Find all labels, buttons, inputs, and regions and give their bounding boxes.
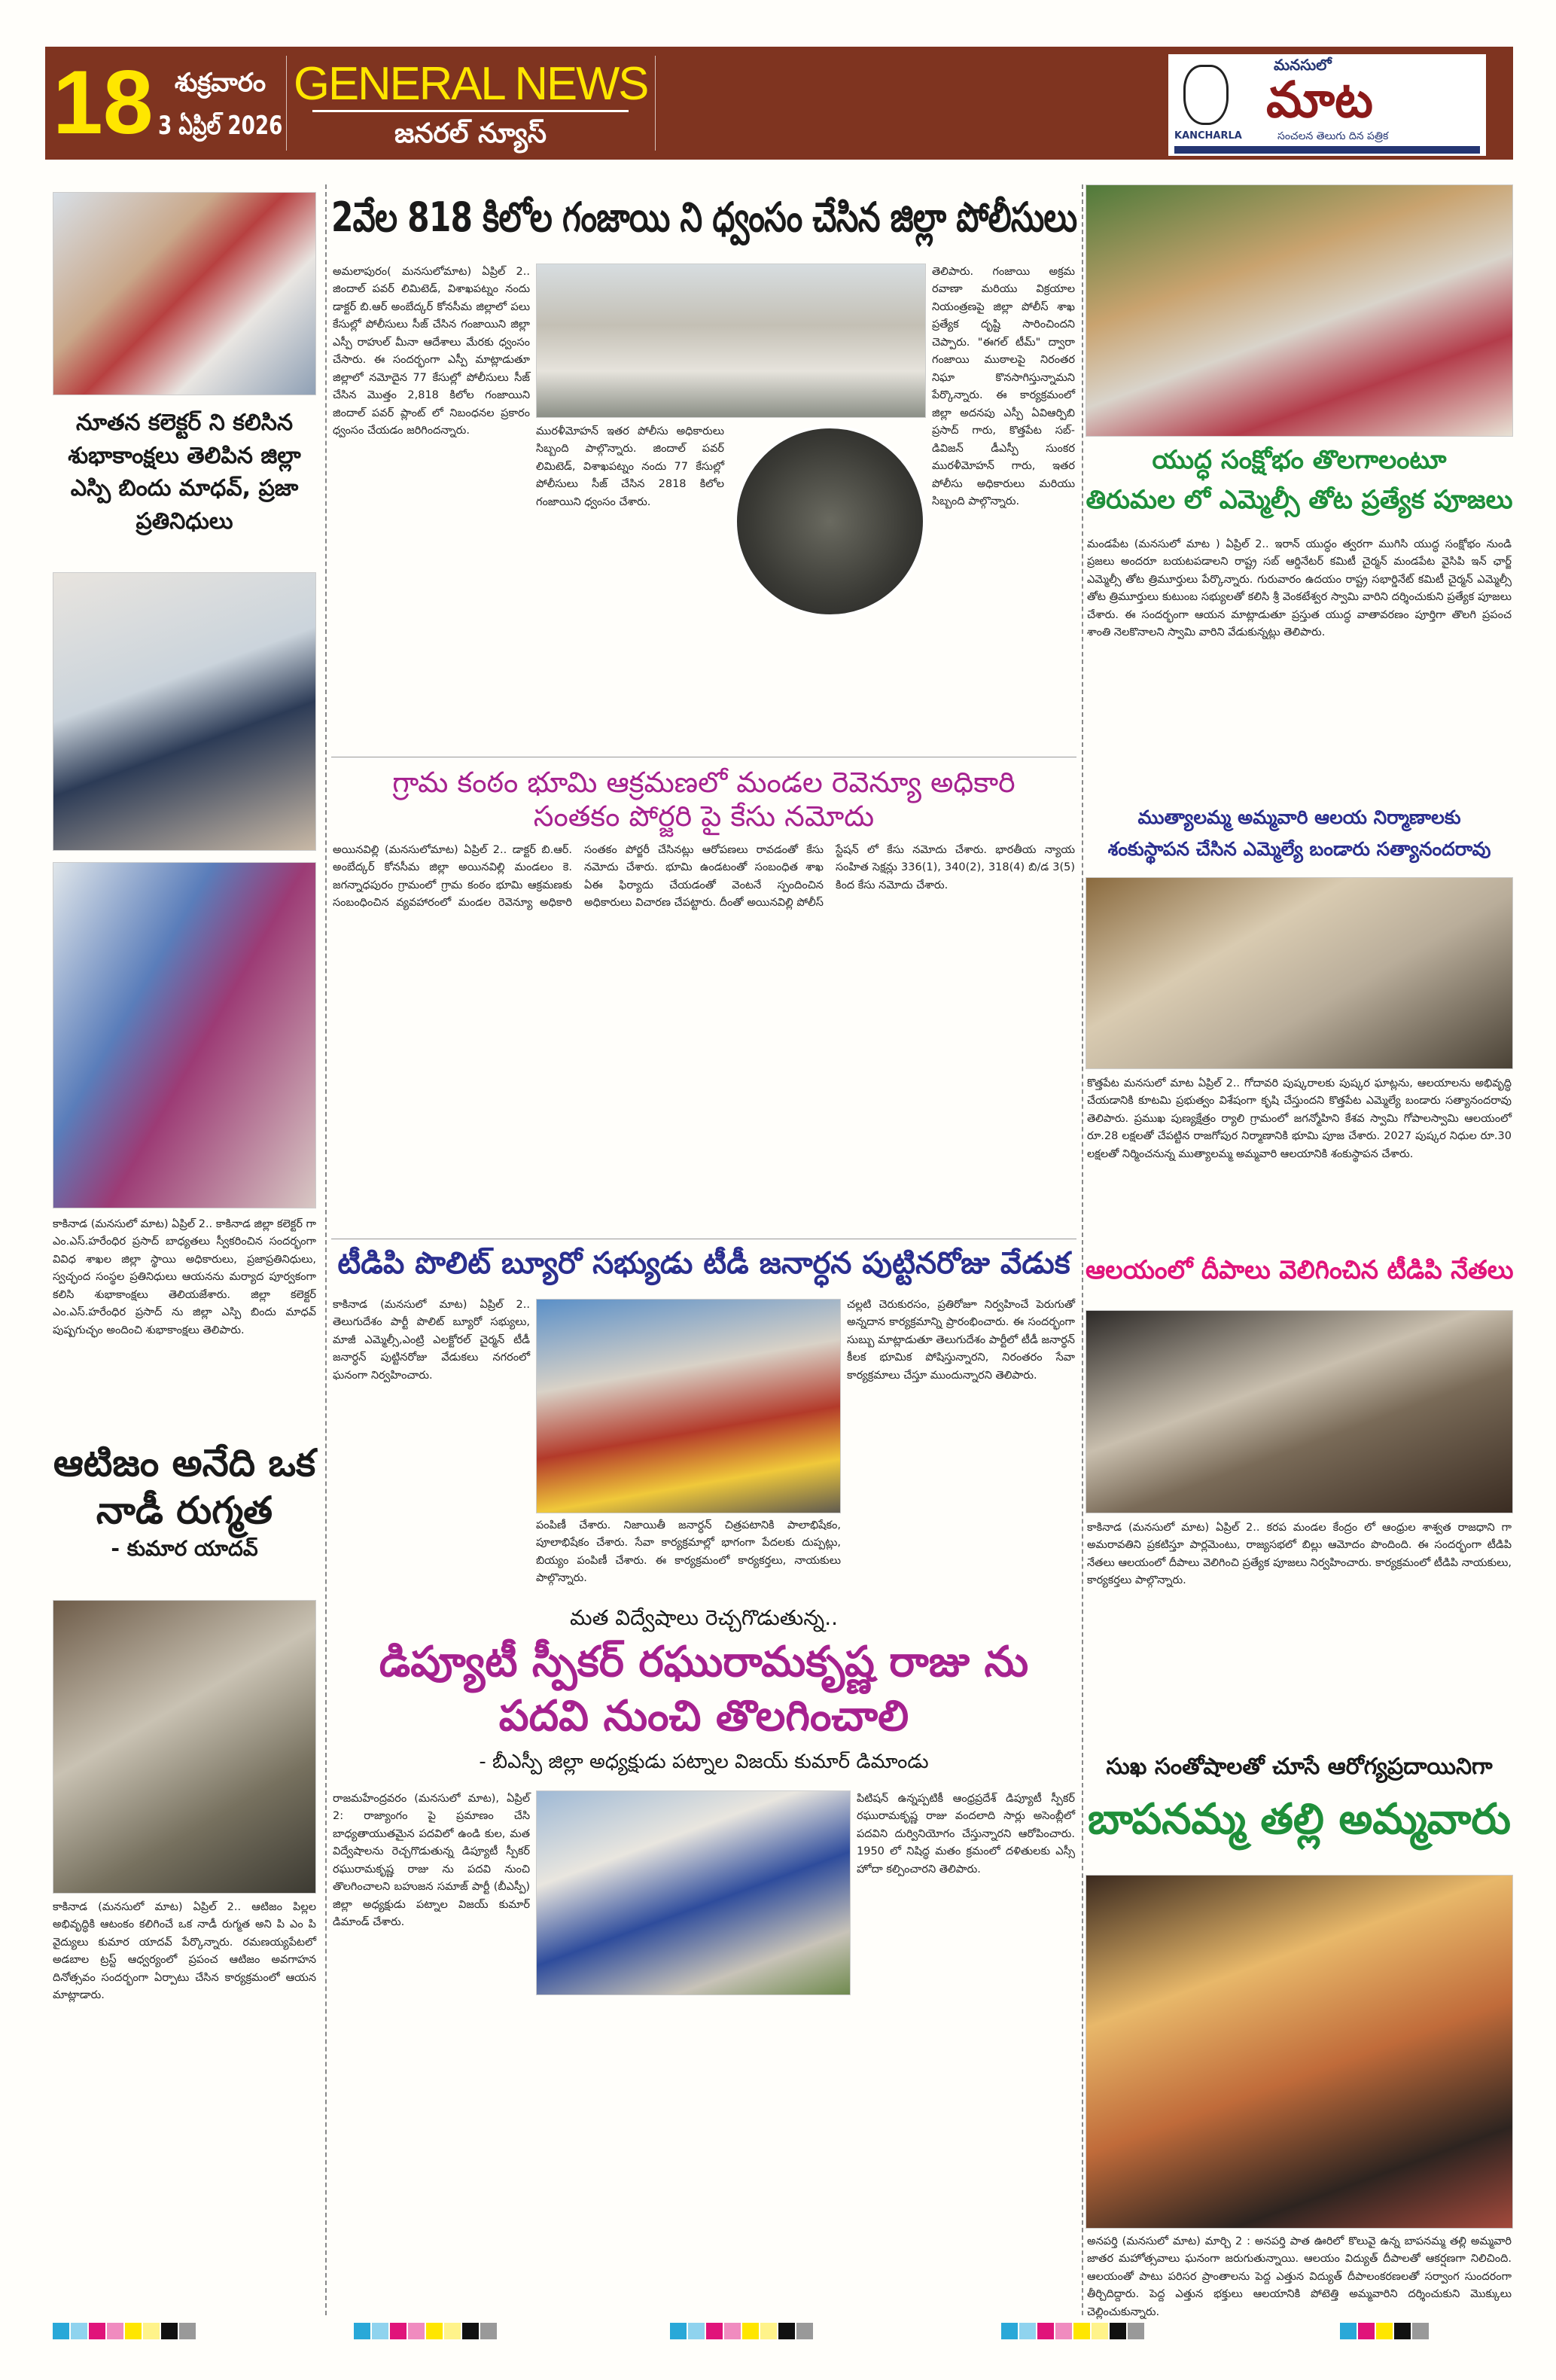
headline-tdp-birthday: టీడిపి పొలిట్ బ్యూరో సభ్యుడు టీడీ జనార్ధన పుట్టినరోజు వేడుక [337,1246,1070,1281]
weekday: శుక్రవారం [174,68,266,98]
logo-title: మాట [1266,71,1373,129]
portrait-icon [1183,65,1229,125]
headline-bapanamma: బాపనమ్మ తల్లి అమ్మవారు [1088,1795,1511,1844]
headline-collector: నూతన కలెక్టర్ ని కలిసిన శుభాకాంక్షలు తెలిపిన జిల్లా ఎస్పి బిందు మాధవ్, ప్రజా ప్రతినిధులు [68,410,301,535]
column-divider [325,184,327,2315]
photo-foundation-stone [1086,877,1513,1069]
headline-deputy-l2: పదవి నుంచి తొలగించాలి [498,1692,909,1741]
column-divider [1082,184,1083,2315]
article-body-ganja: అమలాపురం( మనసులోమాట) ఏప్రిల్ 2.. జిందాల్ పవర్ లిమిటెడ్, విశాఖపట్నం నందు డాక్టర్ బి.ఆర్ అంబేద్కర్ కోనసీమ జిల్లాలో పలు కేసుల్లో పోలీసులు సీజ్ చేసిన గంజాయిని జిల్లా ఎస్పీ రాహుల్ మీనా ఆదేశాలు మేరకు ధ్వంసం చేసారు. ఈ సందర్భంగా ఎస్పీ మాట్లాడుతూ జిల్లాలో నమోదైన 77 కేసుల్లో పోలీసులు సీజ్ చేసిన మొత్తం 2,818 కిలోల గంజాయిని జిందాల్ పవర్ ప్లాంట్ లో నిబంధనల ప్రకారం ధ్వంసం చేయడం జరిగిందన్నారు. [333,266,530,437]
photo-tirumala-group [1086,184,1513,437]
subhead-deputy: - బీఎస్పీ జిల్లా అధ్యక్షుడు పట్నాల విజయ్ కుమార్ డిమాండు [479,1751,929,1773]
article-body-temple: కొత్తపేట మనసులో మాట ఏప్రిల్ 2.. గోదావరి పుష్కరాలకు పుష్కర ఘాట్లను, ఆలయాలను అభివృద్ధి చేయడానికి కూటమి ప్రభుత్వం విశేషంగా కృషి చేస్తుందని కొత్తపేట ఎమ్మెల్యే బండారు సత్యానందరావు తెలిపారు. ప్రముఖ పుణ్యక్షేత్రం ర్యాలి గ్రామంలో జగన్మోహిని కేశవ స్వామి గోపాలస్వామి ఆలయంలో రూ.28 లక్షలతో చేపట్టిన రాజగోపుర నిర్మాణానికి భూమి పూజ చేశారు. 2027 పుష్కర నిధుల రూ.30 లక్షలతో నిర్మించనున్న ముత్యాలమ్మ అమ్మవారి ఆలయానికి శంకుస్థాపన చేశారు. [1087,1077,1512,1160]
photo-ganja-destruction [734,425,926,617]
photo-collector-greeting [53,192,316,395]
print-color-bar [1340,2323,1430,2342]
article-body-tirumala: మండపేట (మనసులో మాట ) ఏప్రిల్ 2.. ఇరాన్ యుద్ధం త్వరగా ముగిసి యుద్ధ సంక్షోభం నుండి ప్రజలు అందరూ బయటపడాలని రాష్ట్ర సబ్ ఆర్డినేటర్ కమిటీ చైర్మన్ మండపేట వైసిపి ఇన్ ఛార్జ్ ఎమ్మెల్సీ తోట త్రిమూర్తులు పేర్కొన్నారు. గురువారం ఉదయం రాష్ట్ర సభార్డినేట్ కమిటీ చైర్మన్ ఎమ్మెల్సీ తోట త్రిమూర్తులు కుటుంబ సభ్యులతో కలిసి శ్రీ వెంకటేశ్వర స్వామి వారిని దర్శించుకుని ప్రత్యేక పూజలు చేశారు. ఈ సందర్భంగా ఆయన మాట్లాడుతూ ప్రస్తుత యుద్ధ వాతావరణం పూర్తిగా తొలగి ప్రపంచ శాంతి నెలకొనాలని స్వామి వారిని వేడుకున్నట్లు తెలిపారు. [1087,538,1512,639]
byline-autism: - కుమార యాదవ్ [111,1536,258,1561]
divider [655,56,656,151]
masthead [45,47,1513,160]
headline-ganja: 2వేల 818 కిలోల గంజాయి ని ధ్వంసం చేసిన జిల్లా పోలీసులు [331,194,1077,241]
photo-sp-meeting [53,572,316,851]
page-number: 18 [53,52,154,153]
article-body-lamps: కాకినాడ (మనసులో మాట) ఏప్రిల్ 2.. కరప మండల కేంద్రం లో ఆంధ్రుల శాశ్వత రాజధాని గా అమరావతిని ప్రకటిస్తూ పార్లమెంటు, రాజ్యసభలో బిల్లు ఆమోదం పొందింది. ఈ సందర్భంగా టీడిపి నేతలు ఆలయంలో దీపాలు వెలిగించి ప్రత్యేక పూజలు నిర్వహించారు. కార్యక్రమంలో టీడిపి నాయకులు, కార్యకర్తలు పాల్గొన్నారు. [1087,1522,1512,1587]
article-body-deputy: రాజమహేంద్రవరం (మనసులో మాట), ఏప్రిల్ 2: రాజ్యాంగం పై ప్రమాణం చేసి బాధ్యతాయుతమైన పదవిలో ఉండి కుల, మత విద్వేషాలను రెచ్చగొడుతున్న డిప్యూటీ స్పీకర్ రఘురామకృష్ణ రాజు ను పదవి నుంచి తొలగించాలని బహుజన సమాజ్ పార్టీ (బీఎస్పీ) జిల్లా అధ్యక్షుడు పట్నాల విజయ్ కుమార్ డిమాండ్ చేశారు. [333,1793,530,1929]
logo-brand: KANCHARLA [1174,130,1242,142]
article-body-deputy-end: పిటిషన్ ఉన్నప్పటికీ ఆంధ్రప్రదేశ్ డిప్యూటీ స్పీకర్ రఘురామకృష్ణ రాజు వందలాది సార్లు అసెంబ్లీలో పదవిని దుర్వినియోగం చేస్తున్నారని ఆరోపించారు. 1950 లో నిషిద్ధ మతం క్రమంలో దళితులకు ఎస్సీ హోదా కల్పించారని తెలిపారు. [857,1793,1075,1876]
newspaper-logo [1168,54,1486,156]
photo-tdp-celebration [536,1299,841,1513]
photo-bouquet [53,862,316,1208]
issue-date: 3 ఏప్రిల్ 2026 [158,111,283,141]
print-color-bar [354,2323,498,2342]
kicker-bapanamma: సుఖ సంతోషాలతో చూసే ఆరోగ్యప్రదాయినిగా [1106,1754,1493,1780]
headline-autism: ఆటిజం అనేది ఒక నాడీ రుగ్మత [53,1441,316,1532]
print-color-bar [53,2323,197,2342]
headline-land-l2: సంతకం పోర్జరి పై కేసు నమోదు [533,800,875,833]
article-body-collector: కాకినాడ (మనసులో మాట) ఏప్రిల్ 2.. కాకినాడ జిల్లా కలెక్టర్ గా ఎం.ఎస్.హరేంధిర ప్రసాద్ బాధ్యతలు స్వీకరించిన సందర్భంగా వివిధ శాఖల జిల్లా స్థాయి అధికారులు, ప్రజాప్రతినిధులు, స్వచ్ఛంద సంస్థల ప్రతినిధులు ఆయనను మర్యాద పూర్వకంగా కలిసి శుభాకాంక్షలు తెలియజేశారు. జిల్లా కలెక్టర్ ఎం.ఎస్.హరేంధిర ప్రసాద్ ను జిల్లా ఎస్పి బిందు మాధవ్ పుష్పగుచ్ఛం అందించి శుభాకాంక్షలు తెలిపారు. [53,1218,316,1336]
headline-tirumala-l2: తిరుమల లో ఎమ్మెల్సీ తోట ప్రత్యేక పూజలు [1086,485,1513,515]
article-body-ganja-cont: మురళీమోహన్ ఇతర పోలీసు అధికారులు సిబ్బంది పాల్గొన్నారు. జిందాల్ పవర్ లిమిటెడ్, విశాఖపట్నం నందు 77 కేసుల్లో పోలీసులు సీజ్ చేసిన 2818 కిలోల గంజాయిని ధ్వంసం చేశారు. [536,425,724,508]
article-body-land: అయినవిల్లి (మనసులోమాట) ఏప్రిల్ 2.. డాక్టర్ బి.ఆర్. అంబేద్కర్ కోనసీమ జిల్లా అయినవిల్లి మండలం కె. జగన్నాధపురం గ్రామంలో గ్రామ కంఠం భూమి ఆక్రమణకు సంబంధించిన వ్యవహారంలో మండల రెవెన్యూ అధికారి సంతకం పోర్జరీ చేసినట్లు ఆరోపణలు రావడంతో కేసు నమోదు చేశారు. భూమి ఉండటంతో సంబంధిత శాఖ ఏఈ ఫిర్యాదు చేయడంతో వెంటనే స్పందించిన అధికారులు విచారణ చేపట్టారు. దీంతో అయినవిల్లి పోలీస్ స్టేషన్ లో కేసు నమోదు చేశారు. భారతీయ న్యాయ సంహిత సెక్షన్లు 336(1), 340(2), 318(4) బి/డ 3(5) కింద కేసు నమోదు చేశారు. [333,844,1075,910]
article-body-tdp-end: చల్లటి చెరుకురసం, ప్రతిరోజూ నిర్వహించే పెరుగుతో అన్నదాన కార్యక్రమాన్ని ప్రారంభించారు. ఈ సందర్భంగా సుబ్బు మాట్లాడుతూ తెలుగుదేశం పార్టీలో టీడీ జనార్ధన్ కీలక భూమిక పోషిస్తున్నారని, నిరంతరం సేవా కార్యక్రమాలు చేస్తూ ముందున్నారని తెలిపారు. [847,1299,1075,1382]
headline-temple-l2: శంకుస్థాపన చేసిన ఎమ్మెల్యే బండారు సత్యానందరావు [1107,838,1491,860]
article-body-autism: కాకినాడ (మనసులో మాట) ఏప్రిల్ 2.. ఆటిజం పిల్లల అభివృద్ధికి ఆటంకం కలిగించే ఒక నాడీ రుగ్మత అని పి ఎం పి వైద్యులు కుమార యాదవ్ పేర్కొన్నారు. రమణయ్యపేటలో అడబాల ట్రస్ట్ ఆధ్వర్యంలో ప్రపంచ ఆటిజం అవగాహన దినోత్సవం సందర్భంగా ఏర్పాటు చేసిన కార్యక్రమంలో ఆయన మాట్లాడారు. [53,1901,316,2002]
headline-tirumala-l1: యుద్ధ సంక్షోభం తొలగాలంటూ [1152,445,1447,475]
divider [312,110,629,112]
section-title-en: GENERAL NEWS [294,58,648,110]
headline-temple-l1: ముత్యాలమ్మ అమ్మవారి ఆలయ నిర్మాణాలకు [1137,806,1461,828]
logo-bar [1174,146,1480,154]
headline-lamps: ఆలయంలో దీపాలు వెలిగించిన టీడిపి నేతలు [1086,1255,1514,1285]
photo-bsp-protest [536,1790,851,1995]
divider [286,56,287,151]
autism-headline-block [53,1440,316,1561]
article-body-tdp: కాకినాడ (మనసులో మాట) ఏప్రిల్ 2.. తెలుగుదేశం పార్టీ పొలిట్ బ్యూరో సభ్యులు, మాజీ ఎమ్మెల్సీ,ఎంట్రి ఎలక్టోరల్ చైర్మన్ టీడీ జనార్ధన్ పుట్టినరోజు వేడుకలు నగరంలో ఘనంగా నిర్వహించారు. [333,1299,530,1382]
print-color-bar [1001,2323,1146,2342]
article-body-ganja-end: తెలిపారు. గంజాయి అక్రమ రవాణా మరియు విక్రయాల నియంత్రణపై జిల్లా పోలీస్ శాఖ ప్రత్యేక దృష్టి సారించిందని చెప్పారు. "ఈగల్ టీమ్" ద్వారా గంజాయి ముఠాలపై నిరంతర నిఘా కొనసాగిస్తున్నామని పేర్కొన్నారు. ఈ కార్యక్రమంలో జిల్లా అదనపు ఎస్పీ ఏవిఆర్పిబి ప్రసాద్ గారు, కొత్తపేట సబ్-డివిజన్ డీఎస్పీ సుంకర మురళీమోహన్ గారు, ఇతర పోలీసు అధికారులు మరియు సిబ్బంది పాల్గొన్నారు. [932,266,1075,508]
photo-autism-event [53,1600,316,1894]
headline-deputy-l1: డిప్యూటీ స్పీకర్ రఘురామకృష్ణ రాజు ను [379,1638,1029,1687]
photo-bapanamma-temple [1086,1875,1513,2229]
logo-tagline: సంచలన తెలుగు దిన పత్రిక [1277,130,1389,142]
logo-small-text: మనసులో [1274,56,1332,74]
headline-land-l1: గ్రామ కంఠం భూమి ఆక్రమణలో మండల రెవెన్యూ అధికారి [392,766,1016,799]
photo-lamp-lighting [1086,1310,1513,1513]
kicker-deputy: మత విద్వేషాలు రెచ్చగొడుతున్న.. [569,1605,839,1630]
print-color-bar [670,2323,815,2342]
article-body-bapanamma: అనపర్తి (మనసులో మాట) మార్చి 2 : అనపర్తి పాత ఊరిలో కొలువై ఉన్న బాపనమ్మ తల్లి అమ్మవారి జాతర మహోత్సవాలు ఘనంగా జరుగుతున్నాయి. ఆలయం విద్యుత్ దీపాలతో ఆకర్షణగా నిలిచింది. ఆలయంతో పాటు పరిసర ప్రాంతాలను పెద్ద ఎత్తున విద్యుత్ దీపాలంకరణలతో సర్వాంగ సుందరంగా తీర్చిదిద్దారు. పెద్ద ఎత్తున భక్తులు ఆలయానికి పోటెత్తి అమ్మవారిని దర్శించుకుని మొక్కులు చెల్లించుకున్నారు. [1087,2235,1512,2318]
section-title-te: జనరల్ న్యూస్ [394,118,547,149]
photo-police-seized-ganja [536,264,926,418]
article-body-tdp-cont: పంపిణీ చేశారు. నిజాయితీ జనార్ధన్ చిత్రపటానికి పాలాభిషేకం, పూలాభిషేకం చేశారు. సేవా కార్యక్రమాల్లో భాగంగా పేదలకు దుప్పట్లు, బియ్యం పంపిణీ చేశారు. ఈ కార్యక్రమంలో కార్యకర్తలు, నాయకులు పాల్గొన్నారు. [536,1519,841,1585]
